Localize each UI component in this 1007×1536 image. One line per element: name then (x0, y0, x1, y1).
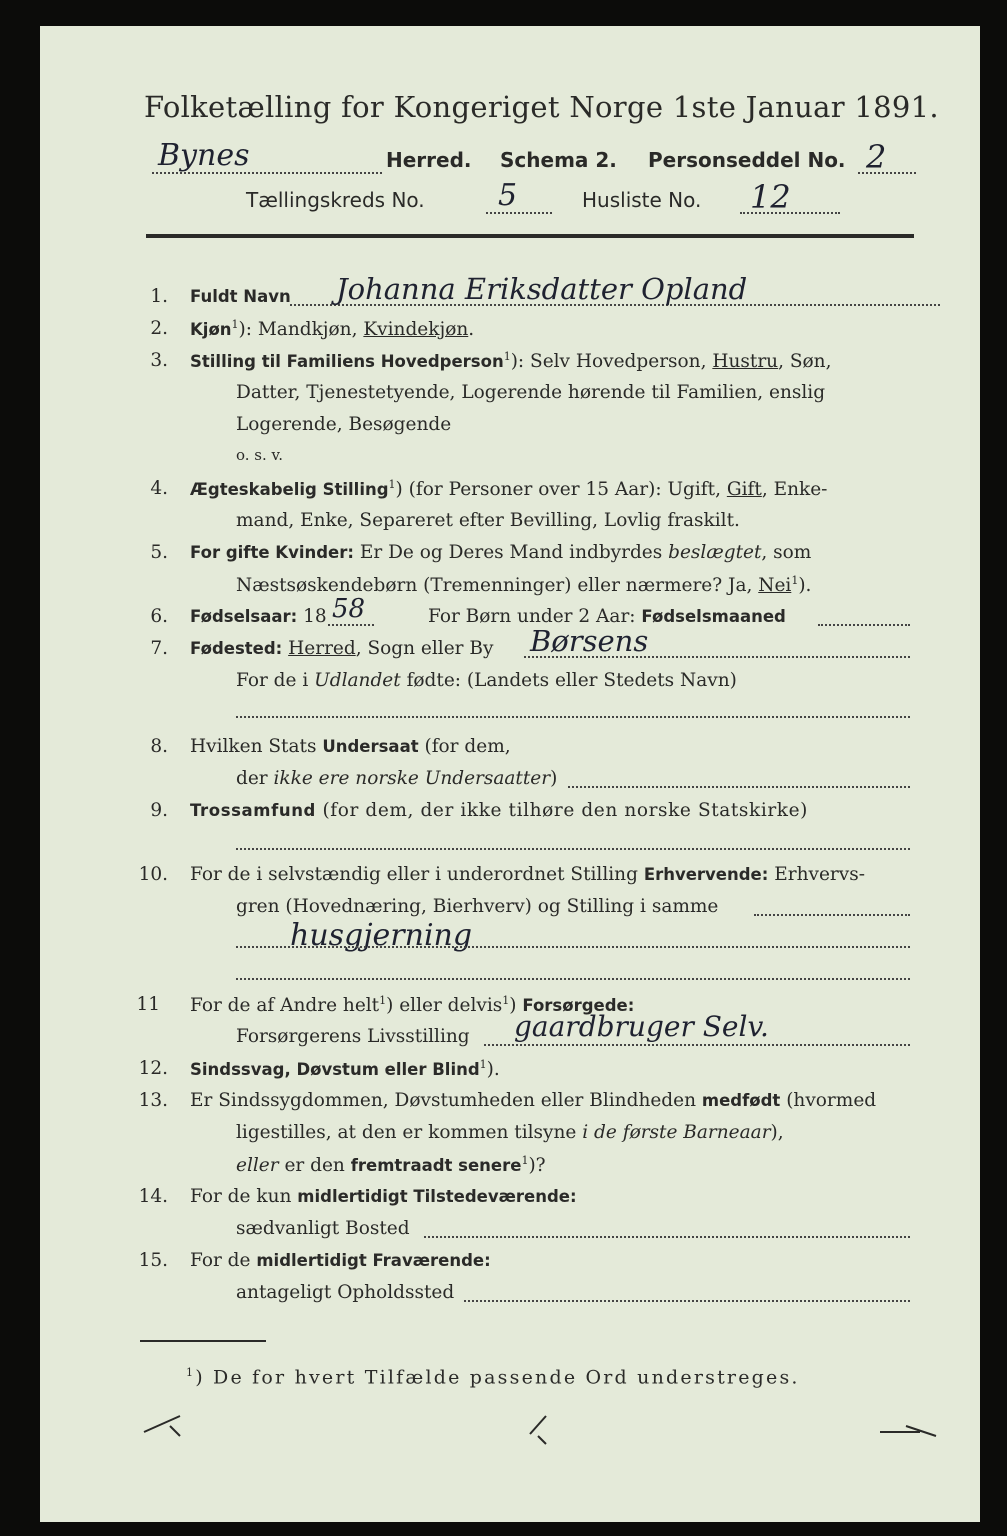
herred-dotted-line (152, 172, 382, 174)
q13-line3: eller er den fremtraadt senere$^1$)? (236, 1154, 546, 1177)
q6-month-text: For Børn under 2 Aar: Fødselsmaaned (428, 606, 786, 627)
personseddel-dotted-line (858, 172, 916, 174)
q13-line2: ligestilles, at den er kommen tilsyne i de første Barneaar), (236, 1122, 784, 1143)
margin-tick-marks (100, 1406, 960, 1456)
q5-line2: Næstsøskendebørn (Tremenninger) eller nærmere? Ja, Nei$^1$). (236, 574, 812, 597)
footnote-rule (140, 1340, 266, 1342)
q10-dotted-line-2 (236, 946, 910, 948)
q15-number: 15. (138, 1250, 168, 1271)
q10-dotted-line-1 (754, 914, 910, 916)
q5-line1: For gifte Kvinder: Er De og Deres Mand indbyrdes beslægtet, som (190, 542, 812, 563)
husliste-dotted-line (740, 212, 840, 214)
q7-line1: Fødested: Herred, Sogn eller By (190, 638, 494, 659)
q7-foreign-dotted-line (236, 716, 910, 718)
husliste-value: 12 (750, 178, 791, 216)
herred-value: Bynes (158, 138, 250, 173)
q8-dotted-line (568, 786, 910, 788)
q15-dotted-line (464, 1300, 910, 1302)
q1-label: Fuldt Navn (190, 287, 291, 306)
header-rule (146, 234, 914, 238)
q11-dotted-line (484, 1044, 910, 1046)
q5-number: 5. (150, 542, 168, 563)
q13-number: 13. (138, 1090, 168, 1111)
q11-number: 11 (136, 994, 160, 1015)
q4-line1: Ægteskabelig Stilling$^1$) (for Personer over 15 Aar): Ugift, Gift, Enke- (190, 478, 828, 501)
q10-line2: gren (Hovednæring, Bierhverv) og Stilling i samme (236, 896, 719, 917)
q7-place-value: Børsens (530, 624, 649, 658)
q10-dotted-line-3 (236, 978, 910, 980)
form-title: Folketælling for Kongeriget Norge 1ste Januar 1891. (144, 90, 939, 124)
footnote-text: $^1$) De for hvert Tilfælde passende Ord understreges. (186, 1366, 800, 1389)
q6-year-value: 58 (332, 594, 366, 624)
q6-month-dotted-line (818, 624, 910, 626)
husliste-label: Husliste No. (582, 188, 702, 212)
q10-line1: For de i selvstændig eller i underordnet Stilling Erhvervende: Erhvervs- (190, 864, 865, 885)
q4-number: 4. (150, 478, 168, 499)
kreds-value: 5 (498, 178, 518, 213)
q12-text: Sindssvag, Døvstum eller Blind$^1$). (190, 1058, 500, 1081)
q2-number: 2. (150, 318, 168, 339)
q13-line1: Er Sindssygdommen, Døvstumheden eller Blindheden medfødt (hvormed (190, 1090, 877, 1111)
q6-year-dotted-line (328, 624, 374, 626)
q12-number: 12. (138, 1058, 168, 1079)
kreds-label: Tællingskreds No. (246, 188, 425, 212)
kreds-dotted-line (486, 212, 552, 214)
q4-line2: mand, Enke, Separeret efter Bevilling, Lovlig fraskilt. (236, 510, 740, 531)
q7-number: 7. (150, 638, 168, 659)
q6-label: Fødselsaar: 18 (190, 606, 327, 627)
q8-line2: der ikke ere norske Undersaatter) (236, 768, 558, 789)
q9-text: Trossamfund (for dem, der ikke tilhøre den norske Statskirke) (190, 800, 808, 821)
q14-line1: For de kun midlertidigt Tilstedeværende: (190, 1186, 577, 1207)
q9-number: 9. (150, 800, 168, 821)
q6-number: 6. (150, 606, 168, 627)
q11-line2: Forsørgerens Livsstilling (236, 1026, 470, 1047)
q3-line4: o. s. v. (236, 446, 283, 464)
q15-line1: For de midlertidigt Fraværende: (190, 1250, 491, 1271)
q14-number: 14. (138, 1186, 168, 1207)
q2-text: Kjøn$^1$): Mandkjøn, Kvindekjøn. (190, 318, 475, 341)
q10-occupation-value: husgjerning (290, 918, 473, 953)
q11-provider-value: gaardbruger Selv. (514, 1010, 769, 1043)
q11-line1: For de af Andre helt$^1$) eller delvis$^1$) Forsørgede: (190, 994, 635, 1017)
q14-dotted-line (424, 1236, 910, 1238)
q14-line2: sædvanligt Bosted (236, 1218, 410, 1239)
census-form-sheet (40, 26, 980, 1522)
personseddel-label: Personseddel No. (648, 148, 846, 172)
herred-label: Herred. (386, 148, 472, 172)
q1-name-value: Johanna Eriksdatter Opland (336, 272, 748, 306)
q8-number: 8. (150, 736, 168, 757)
q1-number: 1. (150, 286, 168, 307)
q3-line2: Datter, Tjenestetyende, Logerende hørende til Familien, enslig (236, 382, 826, 403)
q3-number: 3. (150, 350, 168, 371)
q3-line3: Logerende, Besøgende (236, 414, 452, 435)
q8-line1: Hvilken Stats Undersaat (for dem, (190, 736, 511, 757)
q3-line1: Stilling til Familiens Hovedperson$^1$): Selv Hovedperson, Hustru, Søn, (190, 350, 832, 373)
q7-line2: For de i Udlandet fødte: (Landets eller Stedets Navn) (236, 670, 737, 691)
schema-label: Schema 2. (500, 148, 617, 172)
q15-line2: antageligt Opholdssted (236, 1282, 455, 1303)
personseddel-value: 2 (866, 138, 887, 176)
q9-dotted-line (236, 848, 910, 850)
q10-number: 10. (138, 864, 168, 885)
